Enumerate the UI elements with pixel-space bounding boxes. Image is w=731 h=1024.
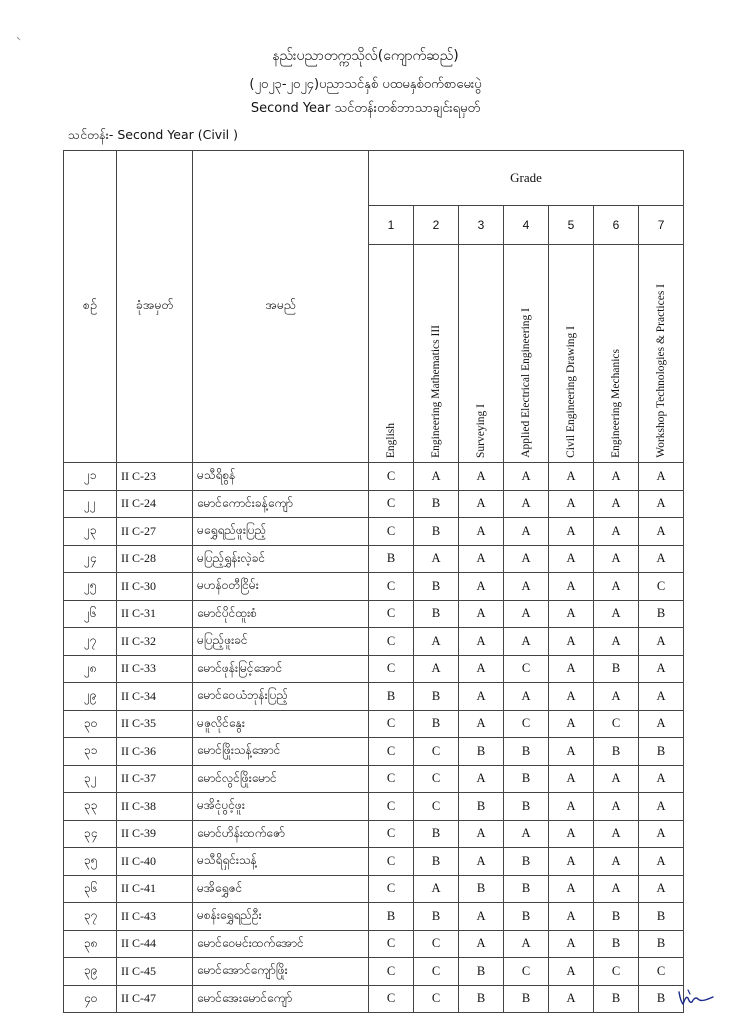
grade-cell: B	[594, 903, 639, 931]
grade-cell: A	[549, 765, 594, 793]
subject-name: Surveying I	[475, 404, 487, 458]
grade-cell: B	[594, 738, 639, 766]
grade-cell: A	[639, 518, 684, 546]
subject-name: Applied Electrical Engineering I	[520, 308, 532, 458]
student-name: မောင်ဖုန်းမြင့်အောင်	[193, 655, 369, 683]
roll-number: II C-41	[117, 875, 193, 903]
roll-number: II C-43	[117, 903, 193, 931]
grade-cell: B	[459, 985, 504, 1013]
grade-cell: A	[459, 545, 504, 573]
grade-cell: B	[594, 655, 639, 683]
grade-cell: A	[414, 545, 459, 573]
grade-cell: A	[459, 518, 504, 546]
grade-cell: B	[369, 683, 414, 711]
student-name: မရွှေရည်ဖူးပြည့်	[193, 518, 369, 546]
grade-cell: A	[549, 545, 594, 573]
grade-cell: B	[639, 903, 684, 931]
subject-number-1: 1	[369, 206, 414, 245]
roll-number: II C-27	[117, 518, 193, 546]
grade-cell: A	[459, 463, 504, 491]
student-name: မစန်းရွှေရည်ဦး	[193, 903, 369, 931]
grade-cell: B	[414, 683, 459, 711]
grade-cell: A	[504, 683, 549, 711]
grade-cell: A	[549, 490, 594, 518]
subject-name: English	[385, 422, 397, 458]
grade-cell: B	[414, 710, 459, 738]
grade-cell: C	[369, 958, 414, 986]
subject-header-6	[594, 245, 639, 463]
grade-cell: A	[504, 573, 549, 601]
student-name: မဇူလိုင်နွေး	[193, 710, 369, 738]
grade-cell: B	[639, 985, 684, 1013]
grade-cell: B	[639, 600, 684, 628]
grade-cell: A	[459, 710, 504, 738]
row-number: ၂၉	[64, 683, 117, 711]
grade-cell: A	[594, 683, 639, 711]
signature	[676, 984, 716, 1010]
grade-cell: C	[414, 793, 459, 821]
report-title: Second Year သင်တန်းတစ်ဘာသာချင်းရမှတ်	[250, 101, 481, 116]
row-number: ၂၅	[64, 573, 117, 601]
grade-cell: B	[459, 875, 504, 903]
grade-cell: B	[414, 600, 459, 628]
exam-title: (၂၀၂၃-၂၀၂၄)ပညာသင်နှစ် ပထမနှစ်ဝက်စာမေးပွဲ	[249, 77, 482, 92]
grade-cell: A	[639, 628, 684, 656]
grade-cell: C	[369, 573, 414, 601]
grade-cell: A	[459, 848, 504, 876]
student-name: မအိငုံပွင့်ဖူး	[193, 793, 369, 821]
subject-number-4: 4	[504, 206, 549, 245]
grade-cell: A	[414, 463, 459, 491]
grade-cell: C	[369, 710, 414, 738]
grade-cell: A	[549, 628, 594, 656]
grade-cell: B	[504, 765, 549, 793]
student-name: မောင်ဖြိုးသန့်အောင်	[193, 738, 369, 766]
table-row	[64, 820, 684, 848]
grade-cell: B	[414, 903, 459, 931]
grade-cell: B	[504, 985, 549, 1013]
grade-cell: A	[504, 820, 549, 848]
grade-cell: A	[504, 930, 549, 958]
grade-cell: A	[459, 628, 504, 656]
grade-cell: A	[639, 820, 684, 848]
subject-header-7	[639, 245, 684, 463]
table-row	[64, 793, 684, 821]
grade-cell: C	[369, 793, 414, 821]
table-row	[64, 683, 684, 711]
table-row	[64, 573, 684, 601]
grade-cell: A	[459, 600, 504, 628]
subject-number-5: 5	[549, 206, 594, 245]
subject-name: Workshop Technologies & Practices I	[655, 284, 668, 458]
grade-cell: A	[594, 545, 639, 573]
grade-cell: B	[459, 738, 504, 766]
grade-cell: B	[414, 848, 459, 876]
row-number: ၂၁	[64, 463, 117, 491]
grade-cell: A	[594, 463, 639, 491]
table-row	[64, 545, 684, 573]
grade-cell: B	[504, 903, 549, 931]
grade-cell: A	[459, 930, 504, 958]
roll-number: II C-35	[117, 710, 193, 738]
grade-cell: A	[414, 875, 459, 903]
grade-cell: A	[459, 683, 504, 711]
grade-cell: C	[594, 710, 639, 738]
subject-name: Engineering Mathematics III	[430, 325, 442, 458]
roll-number: II C-47	[117, 985, 193, 1013]
grade-cell: A	[549, 958, 594, 986]
grade-table	[63, 150, 684, 1013]
scan-mark	[16, 36, 22, 42]
grade-cell: A	[594, 793, 639, 821]
row-number: ၂၃	[64, 518, 117, 546]
grade-cell: C	[414, 765, 459, 793]
row-number: ၂၆	[64, 600, 117, 628]
grade-cell: B	[504, 875, 549, 903]
roll-number: II C-39	[117, 820, 193, 848]
row-number: ၃၉	[64, 958, 117, 986]
grade-cell: C	[369, 738, 414, 766]
student-name: မအိရွှေဇင်	[193, 875, 369, 903]
grade-cell: A	[639, 793, 684, 821]
table-row	[64, 985, 684, 1013]
grade-cell: C	[369, 765, 414, 793]
grade-cell: C	[414, 738, 459, 766]
student-name: မောင်အောင်ကျော်ဖြိုး	[193, 958, 369, 986]
grade-cell: A	[639, 875, 684, 903]
subject-header-1	[369, 245, 414, 463]
student-name: မောင်ဝေမင်းထက်အောင်	[193, 930, 369, 958]
grade-cell: B	[414, 820, 459, 848]
table-row	[64, 710, 684, 738]
grade-cell: B	[504, 793, 549, 821]
column-header-no: စဥ်	[64, 151, 117, 463]
grade-cell: C	[369, 518, 414, 546]
grade-cell: A	[459, 903, 504, 931]
roll-number: II C-24	[117, 490, 193, 518]
student-name: မသီရိရှင်းသန့်	[193, 848, 369, 876]
student-name: မောင်ပိုင်ထူးစံ	[193, 600, 369, 628]
grade-cell: A	[594, 518, 639, 546]
student-name: မဟန်ဝတီငြိမ်း	[193, 573, 369, 601]
grade-cell: B	[504, 848, 549, 876]
grade-cell: B	[369, 545, 414, 573]
roll-number: II C-38	[117, 793, 193, 821]
major-label: သင်တန်း- Second Year (Civil )	[68, 127, 239, 142]
column-header-name: အမည်	[193, 151, 369, 463]
grade-cell: C	[369, 985, 414, 1013]
grade-cell: B	[639, 930, 684, 958]
row-number: ၂၂	[64, 490, 117, 518]
student-name: မောင်လွင်ဖြိုးမောင်	[193, 765, 369, 793]
roll-number: II C-36	[117, 738, 193, 766]
grade-cell: A	[639, 490, 684, 518]
row-number: ၄၀	[64, 985, 117, 1013]
grade-cell: A	[639, 545, 684, 573]
grade-cell: A	[459, 573, 504, 601]
student-name: မသီရိစွန်	[193, 463, 369, 491]
grade-cell: A	[549, 600, 594, 628]
row-number: ၃၄	[64, 820, 117, 848]
table-row	[64, 628, 684, 656]
grade-cell: A	[459, 820, 504, 848]
grade-cell: B	[459, 793, 504, 821]
grade-cell: A	[549, 655, 594, 683]
grade-cell: A	[459, 765, 504, 793]
grade-cell: A	[549, 903, 594, 931]
grade-cell: A	[414, 628, 459, 656]
grade-cell: B	[459, 958, 504, 986]
grade-cell: C	[369, 628, 414, 656]
grade-cell: C	[369, 930, 414, 958]
roll-number: II C-45	[117, 958, 193, 986]
roll-number: II C-28	[117, 545, 193, 573]
table-row	[64, 765, 684, 793]
roll-number: II C-37	[117, 765, 193, 793]
grade-cell: C	[594, 958, 639, 986]
row-number: ၂၇	[64, 628, 117, 656]
subject-number-6: 6	[594, 206, 639, 245]
grade-cell: B	[414, 573, 459, 601]
grade-cell: A	[639, 848, 684, 876]
grade-cell: A	[639, 683, 684, 711]
grade-cell: A	[549, 820, 594, 848]
grade-cell: A	[459, 490, 504, 518]
roll-number: II C-34	[117, 683, 193, 711]
student-name: မောင်ဝေယံဘုန်းပြည့်	[193, 683, 369, 711]
grade-cell: B	[594, 985, 639, 1013]
student-name: မောင်ဟိန်းထက်ဇော်	[193, 820, 369, 848]
grade-cell: C	[369, 655, 414, 683]
table-row	[64, 490, 684, 518]
subject-number-2: 2	[414, 206, 459, 245]
column-header-roll: ခုံအမှတ်	[117, 151, 193, 463]
grade-cell: A	[594, 820, 639, 848]
subject-header-3	[459, 245, 504, 463]
table-row	[64, 463, 684, 491]
table-row	[64, 875, 684, 903]
grade-cell: C	[414, 985, 459, 1013]
grade-cell: C	[414, 930, 459, 958]
grade-cell: A	[549, 985, 594, 1013]
grade-cell: B	[414, 518, 459, 546]
grade-cell: C	[504, 958, 549, 986]
table-row	[64, 958, 684, 986]
grade-cell: A	[549, 793, 594, 821]
grade-cell: A	[549, 930, 594, 958]
grade-cell: B	[414, 490, 459, 518]
grade-cell: A	[594, 490, 639, 518]
subject-header-5	[549, 245, 594, 463]
table-body	[64, 463, 684, 1013]
grade-cell: C	[504, 655, 549, 683]
grade-cell: A	[594, 765, 639, 793]
grade-cell: A	[549, 710, 594, 738]
row-number: ၃၂	[64, 765, 117, 793]
grade-cell: A	[504, 490, 549, 518]
grade-cell: A	[549, 848, 594, 876]
roll-number: II C-33	[117, 655, 193, 683]
grade-cell: A	[639, 710, 684, 738]
table-row	[64, 848, 684, 876]
table-row	[64, 655, 684, 683]
university-title: နည်းပညာတက္ကသိုလ်(ကျောက်ဆည်)	[272, 48, 459, 64]
student-name: မောင်ကောင်းခန့်ကျော်	[193, 490, 369, 518]
grade-cell: C	[639, 958, 684, 986]
grade-cell: A	[549, 875, 594, 903]
row-number: ၂၈	[64, 655, 117, 683]
grade-cell: A	[549, 683, 594, 711]
subject-number-3: 3	[459, 206, 504, 245]
grade-cell: A	[594, 573, 639, 601]
table-row	[64, 518, 684, 546]
grade-cell: C	[369, 600, 414, 628]
subject-name: Civil Engineering Drawing I	[565, 326, 577, 458]
grade-cell: C	[369, 490, 414, 518]
grade-cell: A	[504, 545, 549, 573]
table-row	[64, 738, 684, 766]
grade-cell: A	[504, 463, 549, 491]
grade-cell: C	[504, 710, 549, 738]
table-row	[64, 903, 684, 931]
grade-cell: B	[504, 738, 549, 766]
grade-cell: A	[639, 463, 684, 491]
grade-cell: A	[594, 875, 639, 903]
row-number: ၂၄	[64, 545, 117, 573]
subject-name: Engineering Mechanics	[610, 349, 622, 458]
student-name: မပြည့်ရွှန်းလဲ့ခင်	[193, 545, 369, 573]
roll-number: II C-23	[117, 463, 193, 491]
table-row	[64, 930, 684, 958]
row-number: ၃၆	[64, 875, 117, 903]
table-row	[64, 600, 684, 628]
grade-cell: A	[594, 600, 639, 628]
grade-cell: B	[369, 903, 414, 931]
row-number: ၃၁	[64, 738, 117, 766]
grade-cell: A	[504, 628, 549, 656]
grade-cell: A	[549, 738, 594, 766]
grade-cell: A	[639, 765, 684, 793]
grade-cell: A	[504, 600, 549, 628]
roll-number: II C-30	[117, 573, 193, 601]
grade-cell: A	[549, 463, 594, 491]
grade-header: Grade	[369, 151, 684, 206]
row-number: ၃၀	[64, 710, 117, 738]
grade-cell: A	[459, 655, 504, 683]
subject-header-2	[414, 245, 459, 463]
grade-cell: A	[504, 518, 549, 546]
grade-cell: A	[549, 573, 594, 601]
grade-cell: A	[549, 518, 594, 546]
student-name: မပြည့်ဖူးခင်	[193, 628, 369, 656]
row-number: ၃၃	[64, 793, 117, 821]
grade-cell: C	[369, 820, 414, 848]
grade-cell: B	[594, 930, 639, 958]
roll-number: II C-40	[117, 848, 193, 876]
grade-cell: A	[594, 848, 639, 876]
subject-header-4	[504, 245, 549, 463]
row-number: ၃၇	[64, 903, 117, 931]
subject-number-7: 7	[639, 206, 684, 245]
row-number: ၃၈	[64, 930, 117, 958]
roll-number: II C-32	[117, 628, 193, 656]
grade-cell: A	[414, 655, 459, 683]
grade-cell: A	[639, 655, 684, 683]
grade-cell: C	[369, 463, 414, 491]
grade-cell: B	[639, 738, 684, 766]
grade-cell: C	[369, 848, 414, 876]
roll-number: II C-31	[117, 600, 193, 628]
roll-number: II C-44	[117, 930, 193, 958]
row-number: ၃၅	[64, 848, 117, 876]
grade-cell: A	[594, 628, 639, 656]
grade-cell: C	[369, 875, 414, 903]
grade-cell: C	[639, 573, 684, 601]
grade-cell: C	[414, 958, 459, 986]
student-name: မောင်အေးမောင်ကျော်	[193, 985, 369, 1013]
